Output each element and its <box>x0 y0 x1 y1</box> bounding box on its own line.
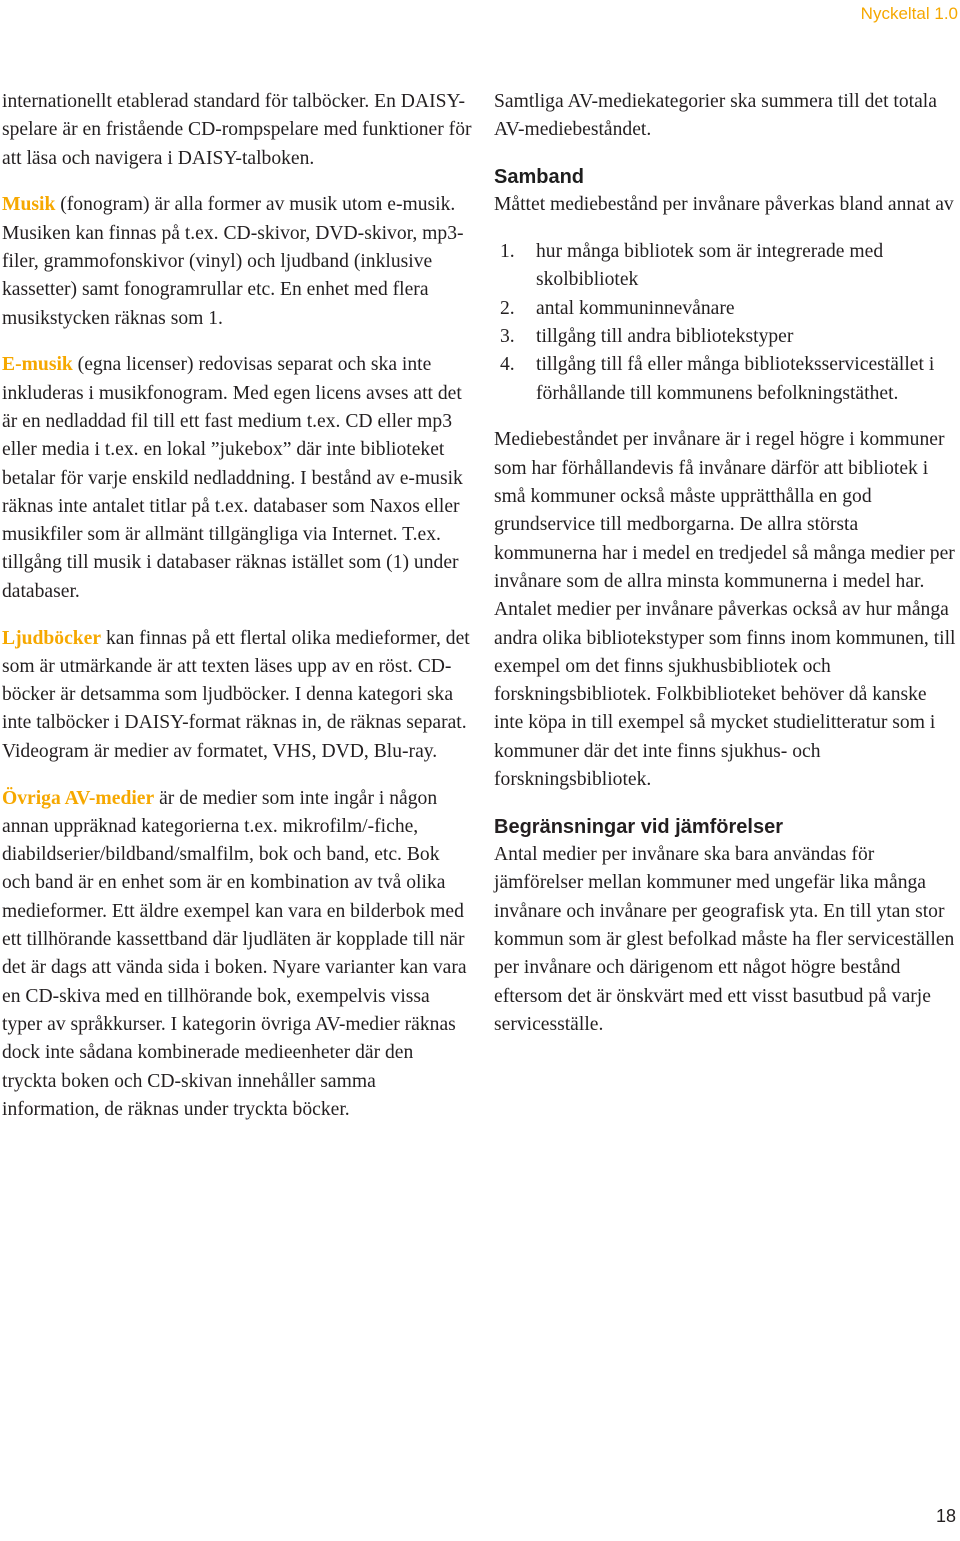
list-text: hur många bibliotek som är integrerade med skolbibliotek <box>536 241 884 291</box>
list-item <box>494 351 958 408</box>
emusik-term: E-musik <box>2 354 73 376</box>
musik-term: Musik <box>2 194 56 216</box>
ovriga-av-text: är de medier som inte ingår i någon annan uppräknad kategorierna t.ex. mikrofilm/-fiche, diabildserier/bildband/smalfilm, bok och band, etc. Bok och band är en enhet som är en kombination av två olika medieformer. Ett äldre exempel kan vara en bilderbok med ett tillhörande kassettband där ljudläten är kopplade till när det är dags att vända sida i boken. Nyare varianter kan vara en CD-skiva med en tillhörande bok, exempelvis vissa typer av språkkurser. I kategorin övriga AV-medier räknas dock inte sådana kombinerade medieenheter där den tryckta boken och CD-skivan innehåller samma information, de räknas under tryckta böcker. <box>2 787 467 1120</box>
list-text: tillgång till få eller många biblioteksservicestället i förhållande till kommunens befolkningstäthet. <box>536 354 935 404</box>
list-text: antal kommuninnevånare <box>536 297 735 319</box>
samband-list <box>494 238 958 408</box>
daisy-paragraph: internationellt etablerad standard för talböcker. En DAISY-spelare är en fristående CD-rompspelare med funktioner för att läsa och navigera i DAISY-talboken. <box>2 91 472 169</box>
list-text: tillgång till andra bibliotekstyper <box>536 326 794 348</box>
right-column <box>494 88 958 1058</box>
ljudbocker-paragraph <box>2 625 472 766</box>
begransningar-paragraph: Antal medier per invånare ska bara användas för jämförelser mellan kommuner med ungefär lika många invånare och invånare per geografisk yta. En till ytan stor kommun som är glest befolkad måste ha fler serviceställen per invånare och därigenom ett något högre bestånd eftersom det är önskvärt med ett visst basutbud på varje servicesställe. <box>494 844 955 1035</box>
page-number: 18 <box>935 1506 956 1526</box>
list-number: 1. <box>500 241 515 263</box>
musik-paragraph <box>2 191 472 332</box>
list-number: 4. <box>500 354 515 376</box>
ljudbocker-term: Ljudböcker <box>2 627 102 649</box>
ovriga-av-term: Övriga AV-medier <box>2 787 155 809</box>
running-header: Nyckeltal 1.0 <box>860 4 958 23</box>
list-item <box>494 323 958 351</box>
ovriga-av-paragraph <box>2 785 472 1125</box>
ljudbocker-text: kan finnas på ett flertal olika medieformer, det som är utmärkande är att texten läses upp av en röst. CD-böcker är detsamma som ljudböcker. I denna kategori ska inte talböcker i DAISY-format räknas in, de räknas separat. Videogram är medier av formatet, VHS, DVD, Blu-ray. <box>2 627 470 762</box>
emusik-text: (egna licenser) redovisas separat och ska inte inkluderas i musikfonogram. Med egen licens avses att det är en nedladdad fil till ett fast medium t.ex. CD eller mp3 eller media i t.ex. en lokal ”jukebox” där inte biblioteket betalar för varje enskild nedladdning. I bestånd av e-musik räknas inte antalet titlar på t.ex. databaser som Naxos eller musikfiler som är allmänt tillgängliga via Internet. T.ex. tillgång till musik i databaser räknas istället som (1) under databaser. <box>2 354 463 602</box>
begransningar-heading: Begränsningar vid jämförelser <box>494 815 783 838</box>
av-total-paragraph: Samtliga AV-mediekategorier ska summera till det totala AV-mediebeståndet. <box>494 91 937 141</box>
list-item <box>494 238 958 295</box>
left-column <box>2 88 472 1143</box>
emusik-paragraph <box>2 351 472 606</box>
mediebestand-paragraph: Mediebeståndet per invånare är i regel högre i kommuner som har förhållandevis få invånare därför att bibliotek i små kommuner också måste upprätthålla en god grundservice till medborgarna. De allra största kommunerna har i medel en tredjedel så många medier per invånare som de allra minsta kommunerna i medel har. Antalet medier per invånare påverkas också av hur många andra olika bibliotekstyper som finns inom kommunen, till exempel om det finns sjukhusbibliotek och forskningsbibliotek. Folkbiblioteket behöver då kanske inte köpa in till exempel så mycket studielitteratur som i kommuner där det inte finns sjukhus- och forskningsbibliotek. <box>494 429 956 791</box>
samband-intro: Måttet mediebestånd per invånare påverkas bland annat av <box>494 194 954 216</box>
list-number: 2. <box>500 297 515 319</box>
musik-text: (fonogram) är alla former av musik utom e-musik. Musiken kan finnas på t.ex. CD-skivor, DVD-skivor, mp3-filer, grammofonskivor (vinyl) och ljudband (inklusive kassetter) samt fonogramrullar etc. En enhet med flera musikstycken räknas som 1. <box>2 194 464 329</box>
list-number: 3. <box>500 326 515 348</box>
samband-heading: Samband <box>494 166 585 189</box>
list-item <box>494 295 958 323</box>
